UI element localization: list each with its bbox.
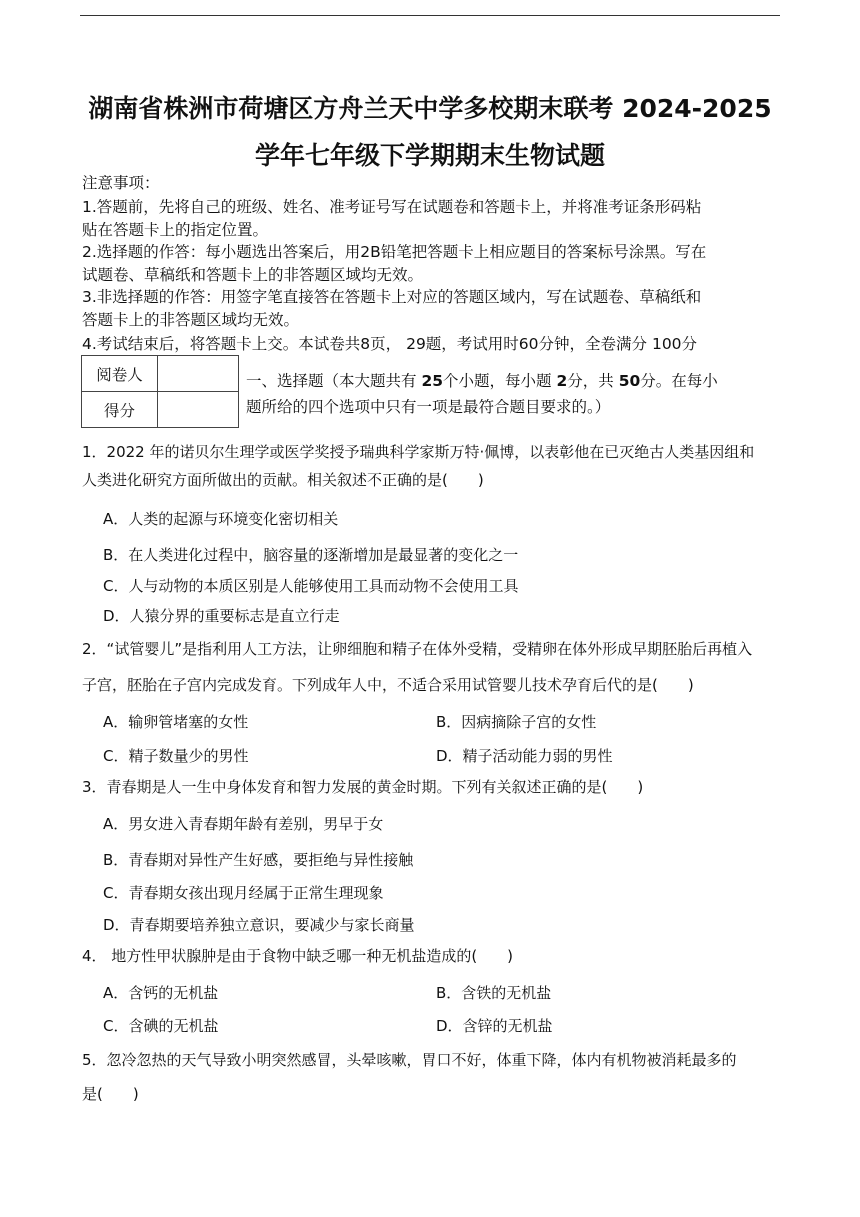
exam-title-line2: 学年七年级下学期期末生物试题 (254, 141, 605, 170)
notice-line: 3.非选择题的作答：用签字笔直接答在答题卡上对应的答题区域内，写在试题卷、草稿纸和 (82, 288, 702, 306)
question-4-option-c: C．含碘的无机盐 (103, 1017, 219, 1035)
notice-line: 1.答题前，先将自己的班级、姓名、准考证号写在试题卷和答题卡上，并将准考证条形码粘 (82, 198, 702, 216)
notice-heading: 注意事项： (82, 174, 160, 192)
question-5-stem-cont: 是( ) (82, 1085, 139, 1103)
notice-line: 4.考试结束后，将答题卡上交。本试卷共8页， 29题，考试用时60分钟，全卷满分 100分 (82, 335, 698, 353)
question-2-option-b: B．因病摘除子宫的女性 (436, 713, 597, 731)
notice-line: 2.选择题的作答：每小题选出答案后，用2B铅笔把答题卡上相应题目的答案标号涂黑。写在 (82, 243, 707, 261)
exam-title-line1: 湖南省株洲市荷塘区方舟兰天中学多校期末联考 2024-2025 (88, 94, 772, 123)
question-3-option-c: C．青春期女孩出现月经属于正常生理现象 (103, 884, 384, 902)
score-label: 得分 (82, 392, 158, 428)
question-4-option-a: A．含钙的无机盐 (103, 984, 219, 1002)
question-1-option-a: A．人类的起源与环境变化密切相关 (103, 510, 339, 528)
section-heading: 一、选择题（本大题共有 25个小题，每小题 2分，共 50分。在每小 题所给的四个选项中只有一项是最符合题目要求的。） (246, 372, 718, 416)
question-3-option-b: B．青春期对异性产生好感，要拒绝与异性接触 (103, 851, 414, 869)
question-2-stem: 2．“试管婴儿”是指利用人工方法，让卵细胞和精子在体外受精，受精卵在体外形成早期胚胎后再植入 (82, 640, 753, 658)
question-4-option-d: D．含锌的无机盐 (436, 1017, 553, 1035)
notice-line: 答题卡上的非答题区域均无效。 (82, 311, 300, 329)
top-rule (80, 15, 780, 16)
question-3-option-a: A．男女进入青春期年龄有差别，男早于女 (103, 815, 384, 833)
question-2-stem-cont: 子宫，胚胎在子宫内完成发育。下列成年人中，不适合采用试管婴儿技术孕育后代的是( ) (82, 676, 694, 694)
question-1-option-d: D．人猿分界的重要标志是直立行走 (103, 607, 340, 625)
notice-line: 贴在答题卡上的指定位置。 (82, 221, 269, 239)
question-1-stem-cont: 人类进化研究方面所做出的贡献。相关叙述不正确的是( ) (82, 471, 484, 489)
score-table (81, 355, 239, 428)
question-2-option-a: A．输卵管堵塞的女性 (103, 713, 249, 731)
question-3-stem: 3．青春期是人一生中身体发育和智力发展的黄金时期。下列有关叙述正确的是( ) (82, 778, 644, 796)
question-1-option-c: C．人与动物的本质区别是人能够使用工具而动物不会使用工具 (103, 577, 519, 595)
notice-line: 试题卷、草稿纸和答题卡上的非答题区域均无效。 (82, 266, 424, 284)
reviewer-label: 阅卷人 (82, 356, 158, 392)
score-blank (158, 392, 239, 428)
question-1-stem: 1．2022 年的诺贝尔生理学或医学奖授予瑞典科学家斯万特·佩博，以表彰他在已灭绝古人类基因组和 (82, 443, 755, 461)
reviewer-blank (158, 356, 239, 392)
question-4-stem: 4． 地方性甲状腺肿是由于食物中缺乏哪一种无机盐造成的( ) (82, 947, 514, 965)
question-1-option-b: B．在人类进化过程中，脑容量的逐渐增加是最显著的变化之一 (103, 546, 519, 564)
question-4-option-b: B．含铁的无机盐 (436, 984, 552, 1002)
question-2-option-c: C．精子数量少的男性 (103, 747, 249, 765)
question-2-option-d: D．精子活动能力弱的男性 (436, 747, 613, 765)
question-5-stem: 5．忽冷忽热的天气导致小明突然感冒，头晕咳嗽，胃口不好，体重下降，体内有机物被消耗最多的 (82, 1051, 737, 1069)
question-3-option-d: D．青春期要培养独立意识，要减少与家长商量 (103, 916, 415, 934)
